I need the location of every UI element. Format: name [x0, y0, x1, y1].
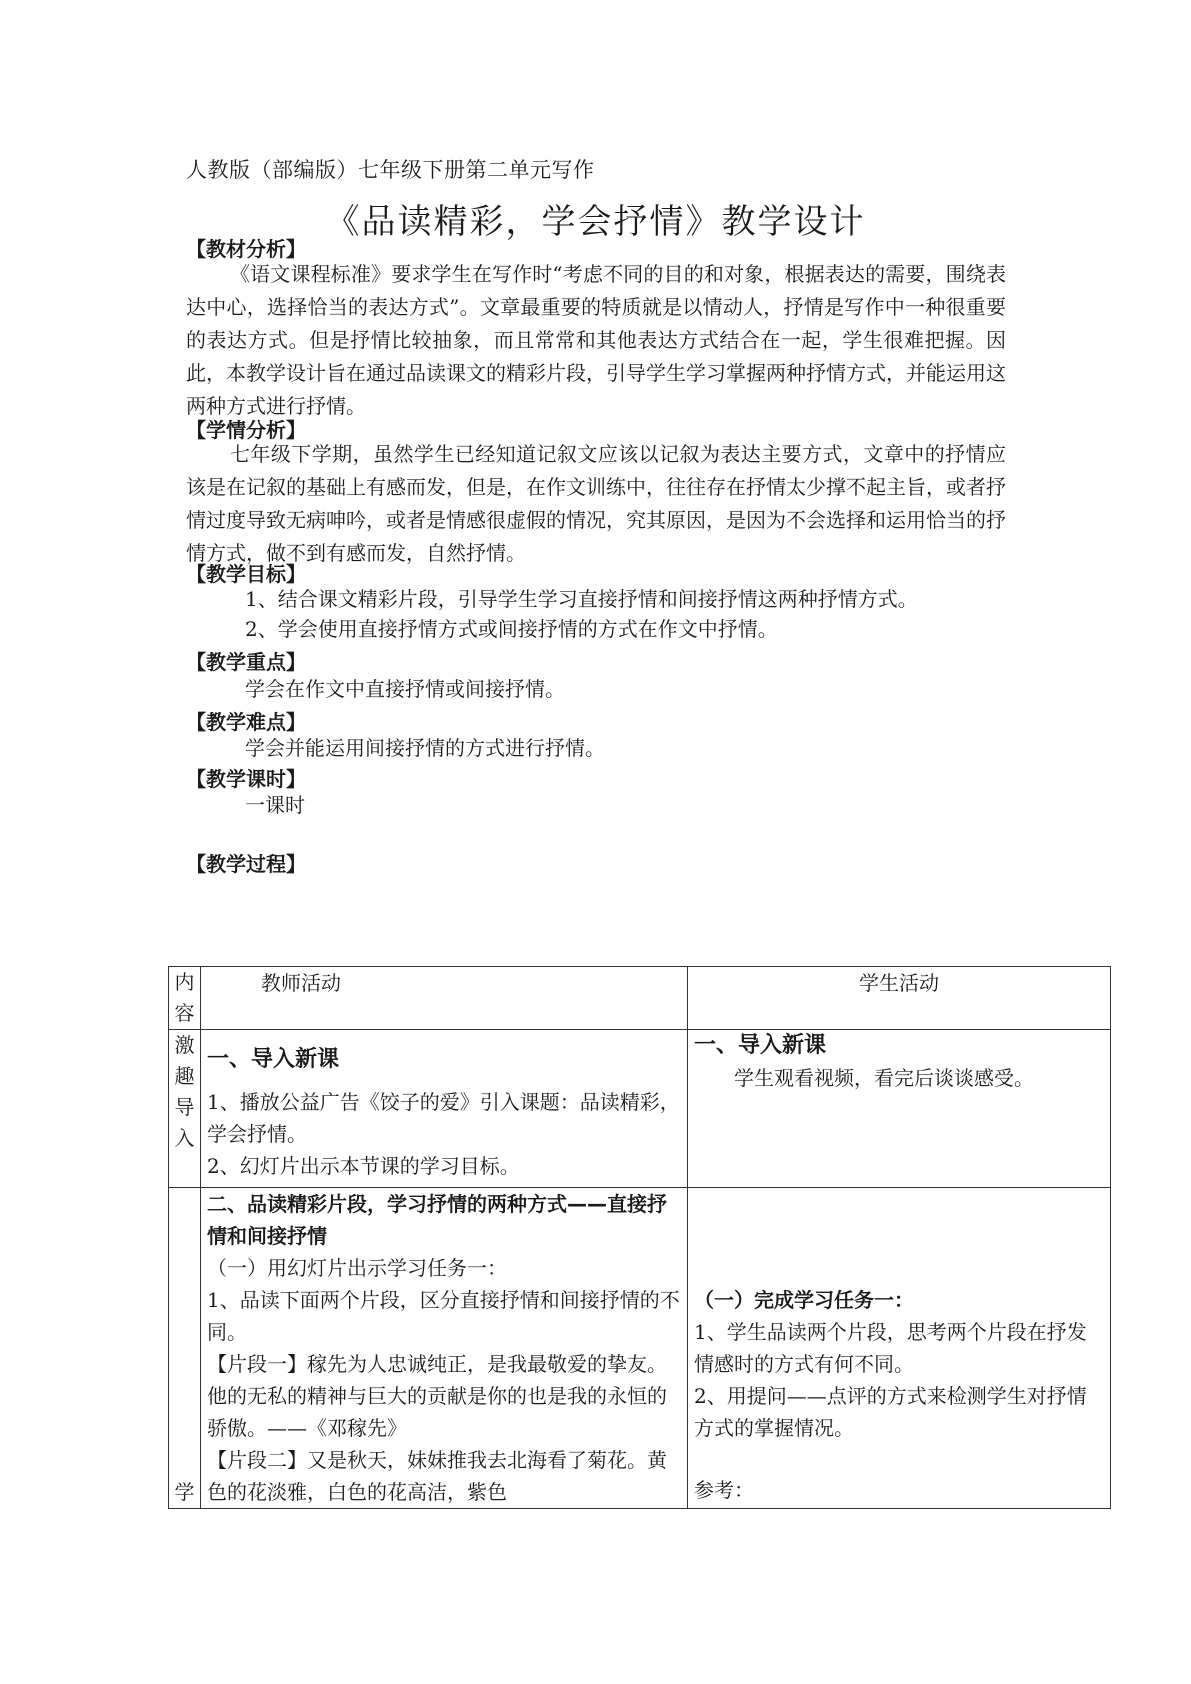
teacher-excerpt: 【片段一】稼先为人忠诚纯正，是我最敬爱的挚友。他的无私的精神与巨大的贡献是你的也是我的永恒的骄傲。——《邓稼先》 — [207, 1352, 667, 1440]
section-heading-goals: 【教学目标】 — [186, 562, 306, 586]
table-row — [169, 1188, 1111, 1509]
row-label-char: 入 — [174, 1126, 195, 1150]
teacher-section-title: 一、导入新课 — [207, 1047, 340, 1072]
header-content-char: 容 — [174, 1001, 195, 1025]
teaching-process-table — [168, 966, 1111, 1509]
teacher-step: 2、幻灯片出示本节课的学习目标。 — [207, 1154, 520, 1178]
student-section-title: 一、导入新课 — [694, 1033, 827, 1058]
section-heading-material: 【教材分析】 — [186, 237, 306, 261]
teacher-subtask-title: （一）用幻灯片出示学习任务一： — [207, 1256, 507, 1280]
section-heading-key: 【教学重点】 — [186, 650, 306, 674]
row-label-cell — [169, 1030, 201, 1188]
section-heading-difficulty: 【教学难点】 — [186, 710, 306, 734]
material-analysis-text: 《语文课程标准》要求学生在写作时“考虑不同的目的和对象，根据表达的需要，围绕表达中心，选择恰当的表达方式”。文章最重要的特质就是以情动人，抒情是写作中一种很重要的表达方式。但是抒情比较抽象，而且常常和其他表达方式结合在一起，学生很难把握。因此，本教学设计旨在通过品读课文的精彩片段，引导学生学习掌握两种抒情方式，并能运用这两种方式进行抒情。 — [186, 262, 1006, 418]
table-row — [169, 1030, 1111, 1188]
header-content-cell — [169, 967, 201, 1030]
section-heading-hours: 【教学课时】 — [186, 767, 306, 791]
header-student-cell: 学生活动 — [688, 967, 1111, 1030]
student-subtask-title: （一）完成学习任务一： — [694, 1288, 914, 1312]
class-hours-text: 一课时 — [245, 793, 305, 817]
goal-item: 2、学会使用直接抒情方式或间接抒情的方式在作文中抒情。 — [245, 617, 778, 641]
row-label-char: 趣 — [174, 1064, 195, 1088]
document-title: 《品读精彩，学会抒情》教学设计 — [325, 202, 866, 242]
difficulty-text: 学会并能运用间接抒情的方式进行抒情。 — [245, 736, 605, 760]
teacher-excerpt: 【片段二】又是秋天，妹妹推我去北海看了菊花。黄色的花淡雅，白色的花高洁，紫色 — [207, 1448, 667, 1504]
goal-item: 1、结合课文精彩片段，引导学生学习直接抒情和间接抒情这两种抒情方式。 — [245, 587, 918, 611]
student-step: 学生观看视频，看完后谈谈感受。 — [734, 1066, 1034, 1090]
student-reference-label: 参考： — [694, 1478, 754, 1502]
student-activity-cell — [688, 1188, 1111, 1509]
row-label-char: 激 — [174, 1033, 195, 1057]
teacher-section-title: 二、品读精彩片段，学习抒情的两种方式——直接抒情和间接抒情 — [207, 1192, 667, 1248]
teacher-step: 1、播放公益广告《饺子的爱》引入课题：品读精彩，学会抒情。 — [207, 1090, 680, 1146]
student-activity-cell — [688, 1030, 1111, 1188]
row-label-char: 导 — [174, 1095, 195, 1119]
row-label-char: 学 — [174, 1480, 195, 1504]
section-heading-process: 【教学过程】 — [186, 852, 306, 876]
teacher-activity-cell — [201, 1188, 688, 1509]
header-teacher-cell: 教师活动 — [201, 967, 688, 1030]
student-step: 2、用提问——点评的方式来检测学生对抒情方式的掌握情况。 — [694, 1384, 1087, 1440]
student-step: 1、学生品读两个片段，思考两个片段在抒发情感时的方式有何不同。 — [694, 1320, 1087, 1376]
student-analysis-text: 七年级下学期，虽然学生已经知道记叙文应该以记叙为表达主要方式，文章中的抒情应该是在记叙的基础上有感而发，但是，在作文训练中，往往存在抒情太少撑不起主旨，或者抒情过度导致无病呻吟，或者是情感很虚假的情况，究其原因，是因为不会选择和运用恰当的抒情方式，做不到有感而发，自然抒情。 — [186, 442, 1006, 565]
document-header: 人教版（部编版）七年级下册第二单元写作 — [186, 158, 595, 182]
teacher-activity-cell — [201, 1030, 688, 1188]
key-point-text: 学会在作文中直接抒情或间接抒情。 — [245, 677, 565, 701]
row-label-cell — [169, 1188, 201, 1509]
teacher-step: 1、品读下面两个片段，区分直接抒情和间接抒情的不同。 — [207, 1288, 680, 1344]
section-heading-students: 【学情分析】 — [186, 418, 306, 442]
table-header-row — [169, 967, 1111, 1030]
header-content-char: 内 — [174, 970, 195, 994]
